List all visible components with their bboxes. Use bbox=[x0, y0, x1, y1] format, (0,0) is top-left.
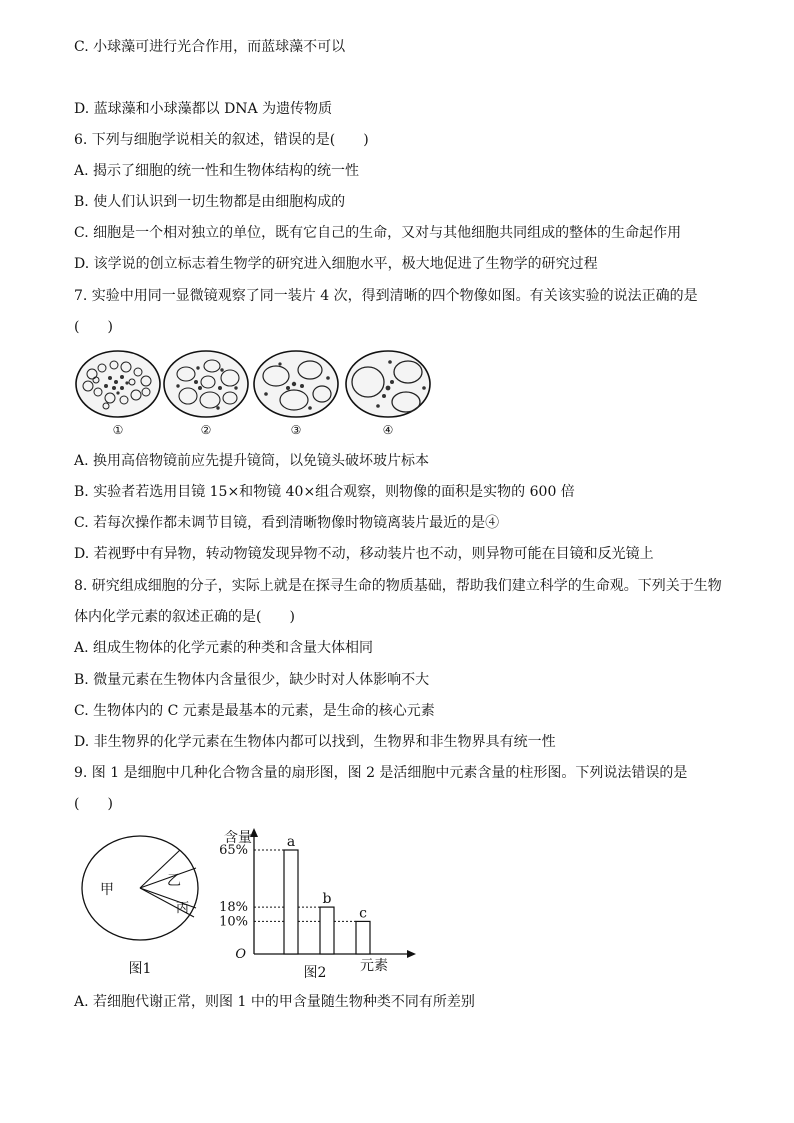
segment-label-bing: 丙 bbox=[176, 901, 190, 916]
question-9-stem: 9. 图 1 是细胞中几种化合物含量的扇形图，图 2 是活细胞中元素含量的柱形图。下列说法错误的是 bbox=[74, 765, 688, 781]
option-8c: C. 生物体内的 C 元素是最基本的元素，是生命的核心元素 bbox=[74, 703, 435, 719]
x-axis-label: 元素 bbox=[360, 958, 388, 974]
question-8-stem-cont: 体内化学元素的叙述正确的是( ) bbox=[74, 609, 295, 625]
micrograph-2 bbox=[164, 351, 248, 437]
micrograph-label-1: ① bbox=[112, 423, 124, 437]
figure-1-pie bbox=[76, 830, 206, 980]
figure-1-caption: 图1 bbox=[128, 961, 152, 977]
option-6b: B. 使人们认识到一切生物都是由细胞构成的 bbox=[74, 194, 346, 210]
segment-label-jia: 甲 bbox=[100, 882, 114, 898]
y-tick-18: 18% bbox=[219, 900, 248, 916]
bar-label-a: a bbox=[286, 834, 296, 850]
option-7c: C. 若每次操作都未调节目镜，看到清晰物像时物镜离装片最近的是④ bbox=[74, 515, 500, 531]
option-5d: D. 蓝球藻和小球藻都以 DNA 为遗传物质 bbox=[74, 101, 333, 117]
option-6c: C. 细胞是一个相对独立的单位，既有它自己的生命，又对与其他细胞共同组成的整体的生命起作用 bbox=[74, 225, 682, 241]
option-8b: B. 微量元素在生物体内含量很少，缺少时对人体影响不大 bbox=[74, 672, 430, 688]
question-7-paren: ( ) bbox=[74, 319, 113, 335]
y-tick-10: 10% bbox=[219, 914, 248, 930]
question-7-stem: 7. 实验中用同一显微镜观察了同一装片 4 次，得到清晰的四个物像如图。有关该实验的说法正确的是 bbox=[74, 288, 698, 304]
option-9a: A. 若细胞代谢正常，则图 1 中的甲含量随生物种类不同有所差别 bbox=[74, 994, 475, 1010]
segment-label-yi: 乙 bbox=[167, 873, 181, 889]
option-8a: A. 组成生物体的化学元素的种类和含量大体相同 bbox=[74, 640, 374, 656]
micrograph-label-3: ③ bbox=[290, 423, 302, 437]
option-7d: D. 若视野中有异物，转动物镜发现异物不动，移动装片也不动，则异物可能在目镜和反光镜上 bbox=[74, 546, 654, 562]
question-9-paren: ( ) bbox=[74, 796, 113, 812]
micrograph-label-2: ② bbox=[200, 423, 212, 437]
micrograph-4 bbox=[346, 351, 430, 437]
bar-label-c: c bbox=[359, 905, 367, 922]
origin-label: O bbox=[235, 947, 246, 962]
option-6a: A. 揭示了细胞的统一性和生物体结构的统一性 bbox=[74, 163, 360, 179]
bar-label-b: b bbox=[322, 891, 332, 908]
micrograph-3 bbox=[254, 351, 338, 437]
question-6-stem: 6. 下列与细胞学说相关的叙述，错误的是( ) bbox=[74, 132, 369, 148]
question-8-stem: 8. 研究组成细胞的分子，实际上就是在探寻生命的物质基础，帮助我们建立科学的生命观。下列关于生物 bbox=[74, 578, 722, 594]
bar-c bbox=[356, 921, 370, 954]
y-axis-label: 含量 bbox=[224, 830, 252, 846]
x-axis-arrow bbox=[407, 950, 416, 958]
micrograph-label-4: ④ bbox=[382, 423, 394, 437]
option-8d: D. 非生物界的化学元素在生物体内都可以找到，生物界和非生物界具有统一性 bbox=[74, 734, 556, 750]
bar-b bbox=[320, 907, 334, 954]
option-6d: D. 该学说的创立标志着生物学的研究进入细胞水平，极大地促进了生物学的研究过程 bbox=[74, 256, 598, 272]
bar-a bbox=[284, 850, 298, 954]
figure-2-bar-chart bbox=[200, 820, 420, 985]
option-7b: B. 实验者若选用目镜 15×和物镜 40×组合观察，则物像的面积是实物的 600 倍 bbox=[74, 484, 575, 500]
figure-2-caption: 图2 bbox=[303, 965, 327, 981]
y-tick-65: 65% bbox=[219, 843, 248, 858]
option-5c: C. 小球藻可进行光合作用，而蓝球藻不可以 bbox=[74, 39, 346, 55]
micrograph-figure bbox=[70, 348, 440, 440]
option-7a: A. 换用高倍物镜前应先提升镜筒，以免镜头破坏玻片标本 bbox=[74, 453, 430, 469]
micrograph-1 bbox=[76, 351, 160, 437]
